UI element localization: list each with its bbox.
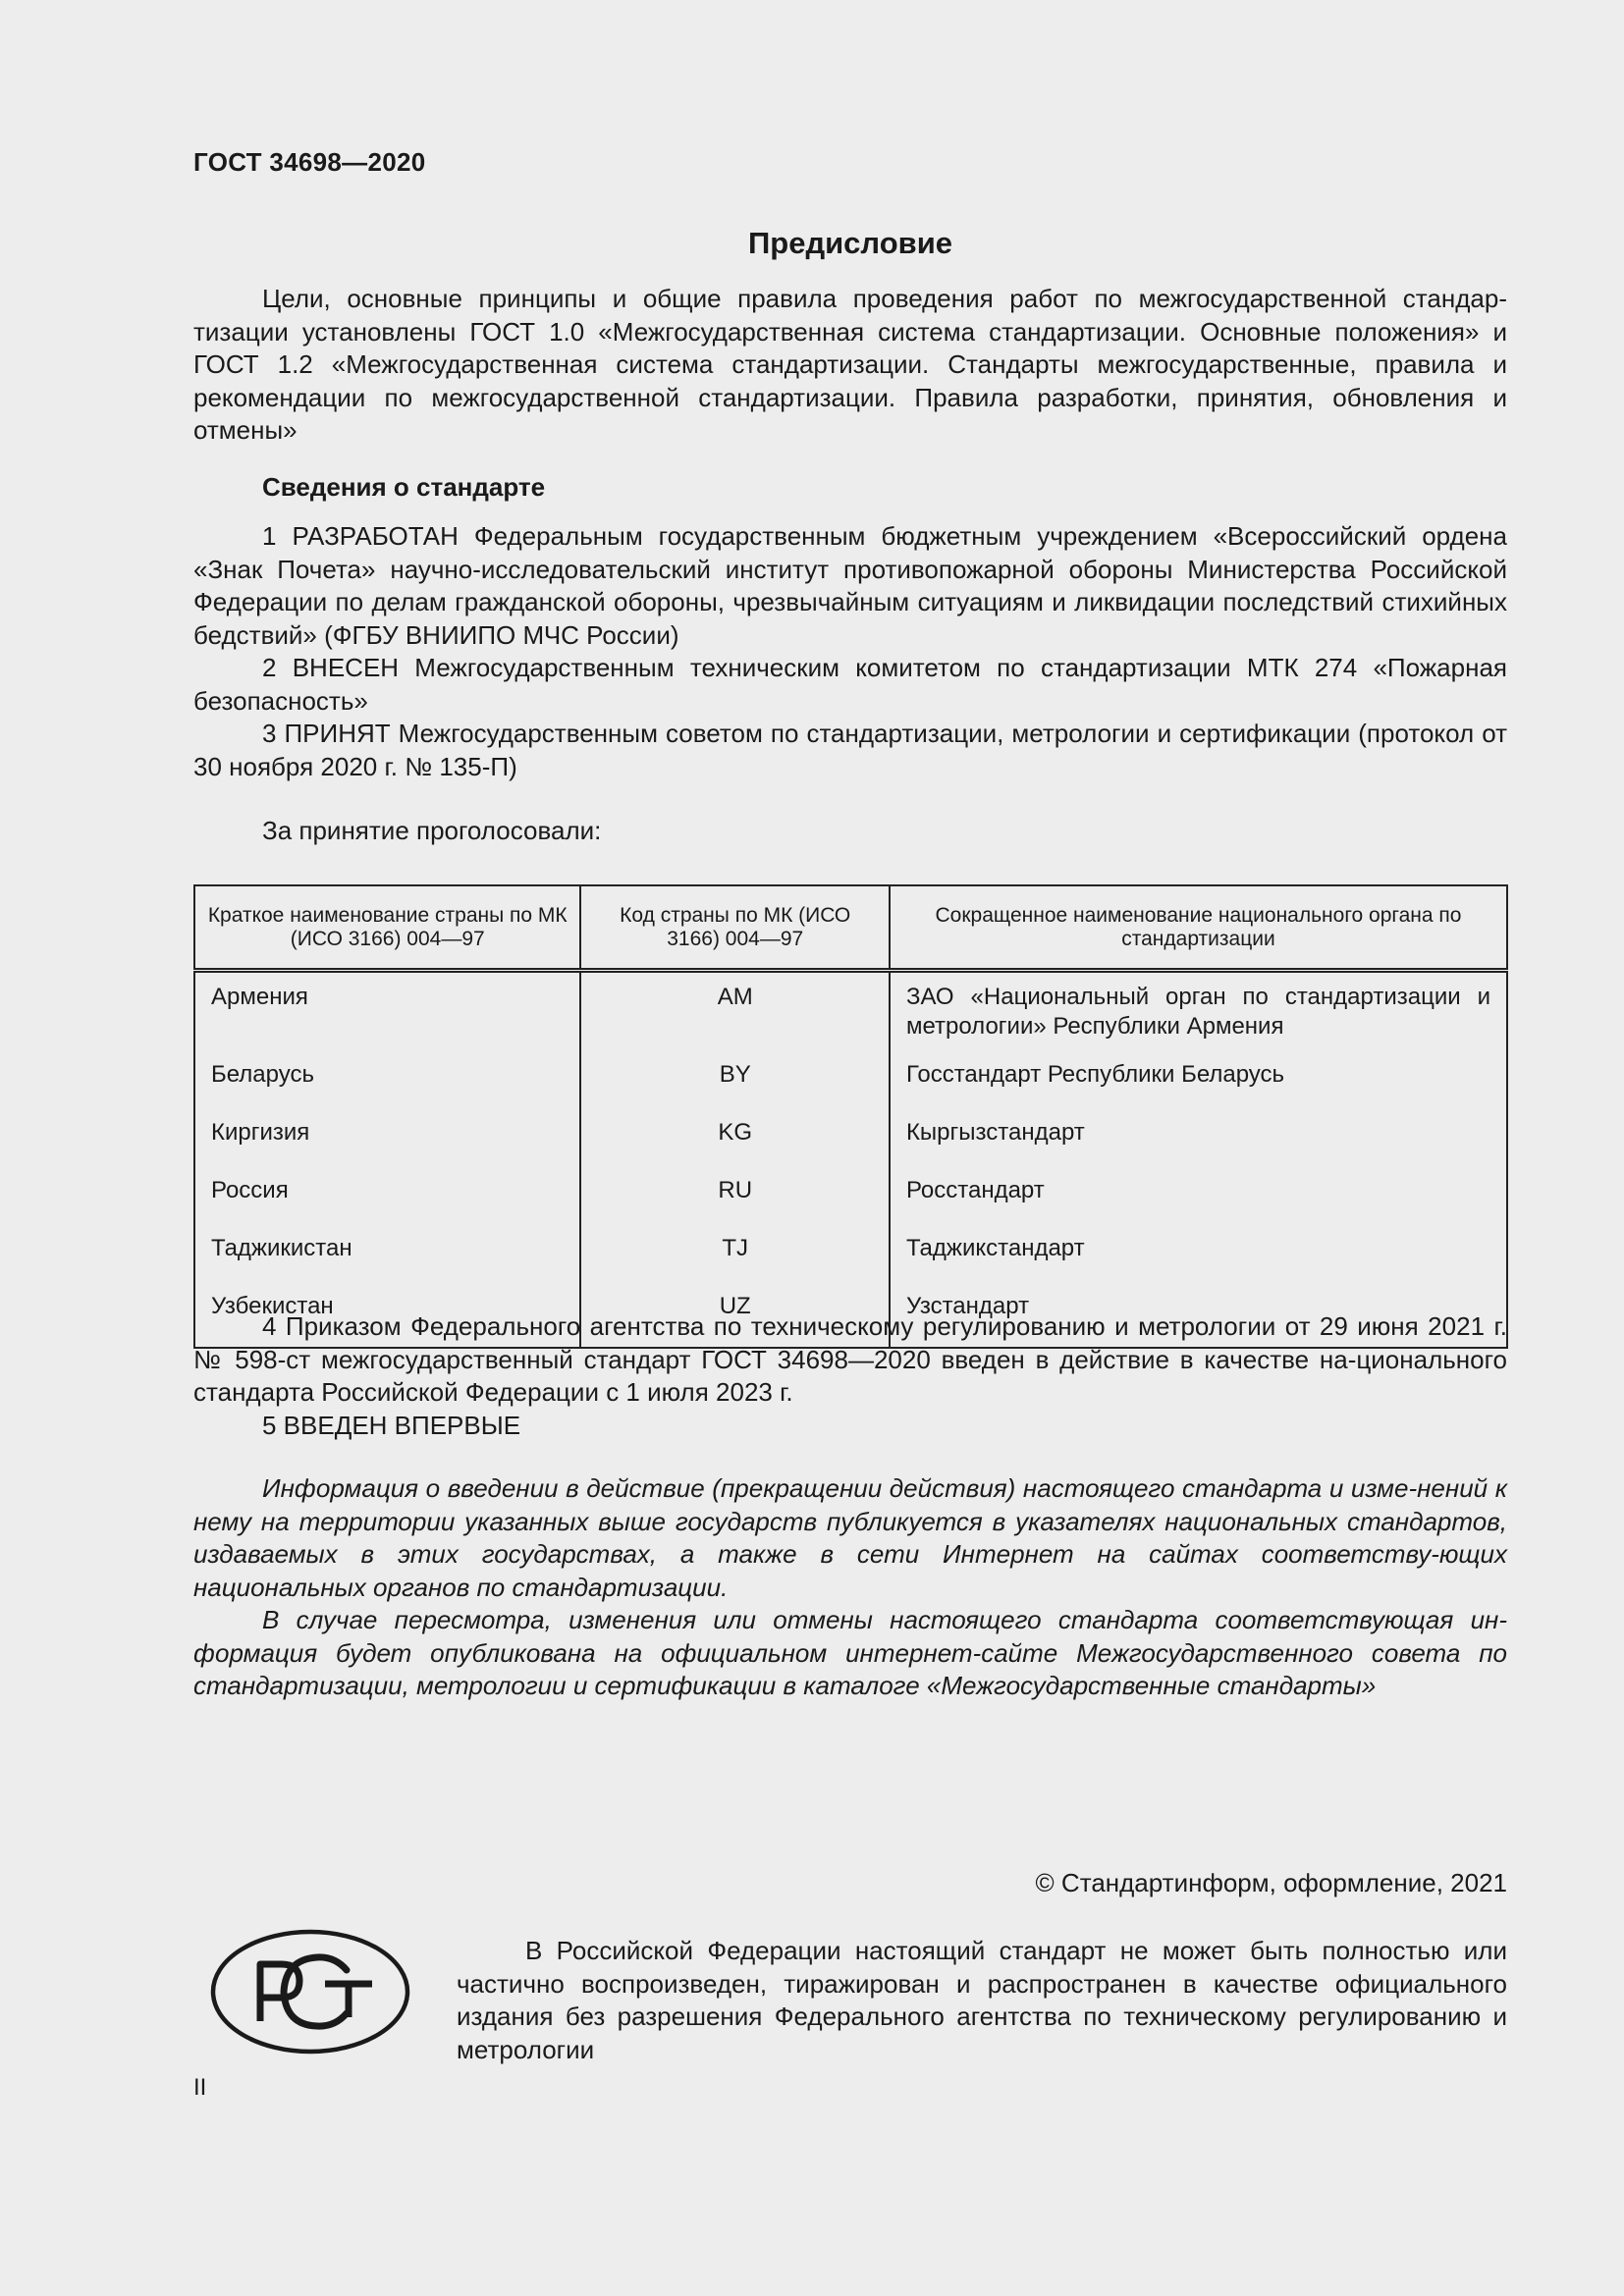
cell-code: TJ [580,1225,889,1283]
cell-country: Россия [194,1167,580,1225]
cell-org: Кыргызстандарт [890,1109,1507,1167]
table-row [194,1167,1507,1225]
cell-org: Росстандарт [890,1167,1507,1225]
cell-org: Узстандарт [890,1283,1507,1348]
info-note-2: В случае пересмотра, изменения или отмены настоящего стандарта соответствующая ин-формация будет опубликована на официальном интернет-сайте Межгосударственного совета по стандартизации, метрологии и сертификации в каталоге «Межгосударственные стандарты» [193,1605,1507,1700]
item-4-enacted: 4 Приказом Федерального агентства по техническому регулированию и метрологии от 29 июня 2021 г. № 598-ст межгосударственный стандарт ГОСТ 34698—2020 введен в действие в качестве на-ционального стандарта Российской Федерации с 1 июля 2023 г. [193,1311,1507,1407]
cell-code: AM [580,971,889,1052]
cell-country: Узбекистан [194,1283,580,1348]
cell-code: UZ [580,1283,889,1348]
cell-code: KG [580,1109,889,1167]
cell-code: BY [580,1051,889,1109]
cell-country: Таджикистан [194,1225,580,1283]
standard-info-items [193,520,1507,783]
cell-country: Киргизия [194,1109,580,1167]
cell-code: RU [580,1167,889,1225]
item-2-submitted: 2 ВНЕСЕН Межгосударственным техническим комитетом по стандартизации МТК 274 «Пожарная безопасность» [193,653,1507,716]
info-note-1: Информация о введении в действие (прекращении действия) настоящего стандарта и изме-нений к нему на территории указанных выше государств публикуется в указателях национальных стандартов, издаваемых в этих государствах, а также в сети Интернет на сайтах соответству-ющих национальных органов по стандартизации. [193,1473,1507,1602]
cell-country: Армения [194,971,580,1052]
table-row [194,1225,1507,1283]
info-notes [193,1472,1507,1703]
cell-org: Госстандарт Республики Беларусь [890,1051,1507,1109]
page-title: Предисловие [747,226,952,260]
item-1-developed: 1 РАЗРАБОТАН Федеральным государственным бюджетным учреждением «Всероссийский ордена «Знак Почета» научно-исследовательский институт противопожарной обороны Министерства Российской Федерации по делам гражданской обороны, чрезвычайным ситуациям и ликвидации последствий стихийных бедствий» (ФГБУ ВНИИПО МЧС России) [193,521,1507,650]
document-code: ГОСТ 34698—2020 [193,147,426,177]
page-number: II [193,2074,207,2101]
rst-logo-icon [209,1927,411,2056]
item-3-adopted: 3 ПРИНЯТ Межгосударственным советом по стандартизации, метрологии и сертификации (протокол от 30 ноября 2020 г. № 135-П) [193,719,1507,781]
table-row [194,971,1507,1052]
voted-label: За принятие проголосовали: [262,816,602,845]
cell-org: Таджикстандарт [890,1225,1507,1283]
header-org: Сокращенное наименование национального органа по стандартизации [890,885,1507,971]
header-country: Краткое наименование страны по МК (ИСО 3166) 004—97 [194,885,580,971]
cell-org: ЗАО «Национальный орган по стандартизации и метрологии» Республики Армения [890,971,1507,1052]
reproduction-notice [457,1935,1507,2066]
table-header-row [194,885,1507,971]
table-row [194,1051,1507,1109]
intro-paragraph: Цели, основные принципы и общие правила проведения работ по межгосударственной стандар-тизации установлены ГОСТ 1.0 «Межгосударственная система стандартизации. Основные положения» и ГОСТ 1.2 «Межгосударственная система стандартизации. Стандарты межгосударственные, правила и рекомендации по межгосударственной стандартизации. Правила разработки, принятия, обновления и отмены» [193,284,1507,445]
table-row [194,1109,1507,1167]
header-code: Код страны по МК (ИСО 3166) 004—97 [580,885,889,971]
cell-country: Беларусь [194,1051,580,1109]
item-5-first-introduced: 5 ВВЕДЕН ВПЕРВЫЕ [262,1410,521,1440]
standard-info-items-continued [193,1310,1507,1442]
copyright-line: © Стандартинформ, оформление, 2021 [1035,1868,1507,1897]
standard-info-heading: Сведения о стандарте [262,472,546,502]
member-states-table [193,884,1508,1349]
notice-text: В Российской Федерации настоящий стандарт не может быть полностью или частично воспроизведен, тиражирован и распространен в качестве официального издания без разрешения Федерального агентства по техническому регулированию и метрологии [457,1936,1507,2064]
intro-section [193,283,1507,448]
